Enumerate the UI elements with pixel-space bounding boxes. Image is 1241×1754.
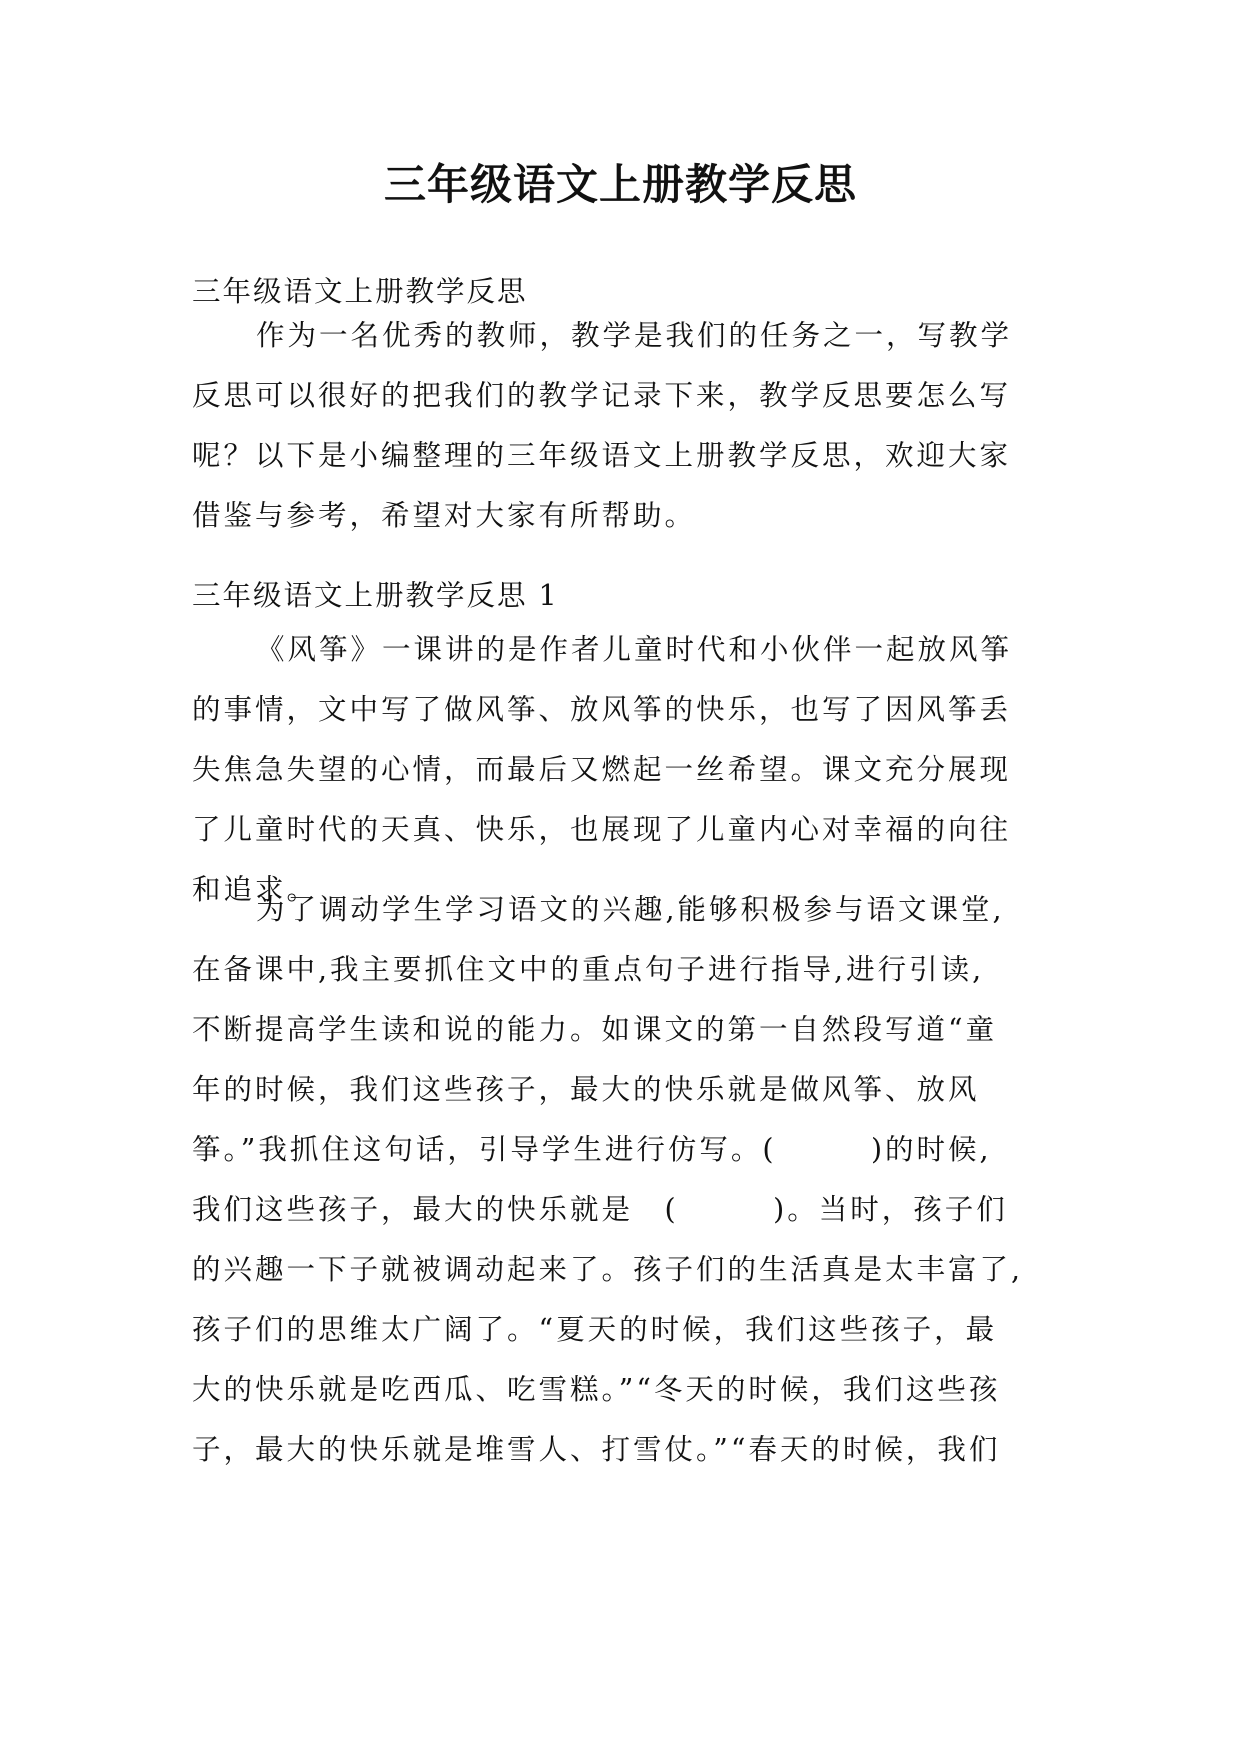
paragraph-line: 在备课中,我主要抓住文中的重点句子进行指导,进行引读,: [192, 953, 985, 986]
intro-line: 作为一名优秀的教师，教学是我们的任务之一，写教学: [256, 319, 1013, 352]
paragraph-line: 了儿童时代的天真、快乐，也展现了儿童内心对幸福的向往: [192, 813, 1012, 846]
document-title: 三年级语文上册教学反思: [383, 160, 857, 209]
intro-line: 借鉴与参考，希望对大家有所帮助。: [192, 499, 697, 532]
paragraph-line: 为了调动学生学习语文的兴趣,能够积极参与语文课堂,: [256, 893, 1005, 926]
paragraph-line: 年的时候，我们这些孩子，最大的快乐就是做风筝、放风: [192, 1073, 980, 1106]
paragraph-line: 子，最大的快乐就是堆雪人、打雪仗。”“春天的时候，我们: [192, 1433, 1001, 1466]
section-paragraph-2: [192, 880, 1052, 1480]
paragraph-line: 的事情，文中写了做风筝、放风筝的快乐，也写了因风筝丢: [192, 693, 1012, 726]
intro-paragraph: [192, 306, 1052, 546]
intro-heading: 三年级语文上册教学反思: [192, 275, 528, 308]
section-paragraph-1: [192, 620, 1052, 920]
paragraph-line: 不断提高学生读和说的能力。如课文的第一自然段写道“童: [192, 1013, 998, 1046]
paragraph-line: 《风筝》一课讲的是作者儿童时代和小伙伴一起放风筝: [256, 633, 1013, 666]
paragraph-line: 和追求。: [192, 873, 319, 906]
section-heading: 三年级语文上册教学反思 1: [192, 579, 559, 612]
intro-line: 反思可以很好的把我们的教学记录下来，教学反思要怎么写: [192, 379, 1012, 412]
paragraph-line: 我们这些孩子，最大的快乐就是 ( )。当时，孩子们: [192, 1193, 1008, 1226]
paragraph-line: 失焦急失望的心情，而最后又燃起一丝希望。课文充分展现: [192, 753, 1012, 786]
paragraph-line: 的兴趣一下子就被调动起来了。孩子们的生活真是太丰富了,: [192, 1253, 1024, 1286]
paragraph-line: 大的快乐就是吃西瓜、吃雪糕。”“冬天的时候，我们这些孩: [192, 1373, 1001, 1406]
intro-line: 呢？以下是小编整理的三年级语文上册教学反思，欢迎大家: [192, 439, 1012, 472]
paragraph-line: 孩子们的思维太广阔了。“夏天的时候，我们这些孩子，最: [192, 1313, 998, 1346]
paragraph-line: 筝。”我抓住这句话，引导学生进行仿写。( )的时候,: [192, 1133, 992, 1166]
